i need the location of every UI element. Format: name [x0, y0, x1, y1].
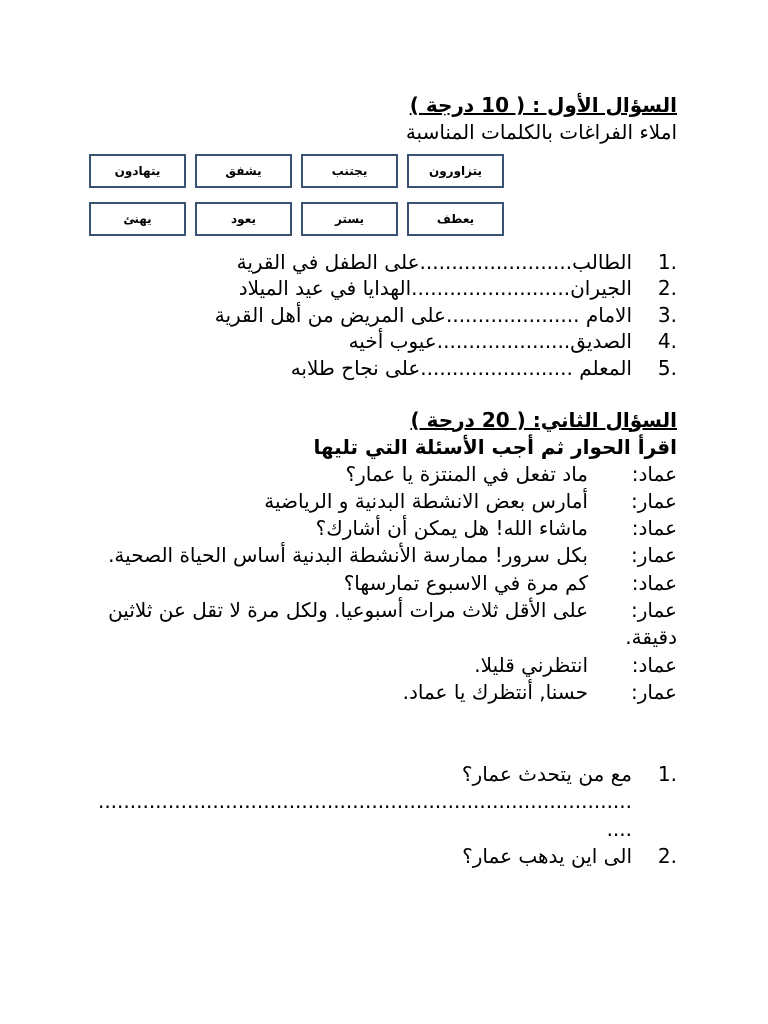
dialogue-speaker: عماد:	[631, 516, 677, 541]
word-bank-box: يعود	[195, 202, 292, 236]
question-body	[90, 843, 632, 870]
dialogue-line	[90, 679, 677, 706]
fill-in-blank-item	[90, 249, 677, 276]
question-2-title: السؤال الثاني: ( 20 درجة )	[410, 407, 677, 432]
question-2-instruction: اقرأ الحوار ثم أجب الأسئلة التي تليها	[313, 434, 677, 459]
item-sentence: الجيران.........................الهدايا في عيد الميلاد	[238, 276, 632, 300]
fill-in-blank-item	[90, 355, 677, 382]
answer-dotted-line: ........................................................................................	[97, 789, 632, 841]
worksheet-content	[90, 92, 677, 870]
question-text: مع من يتحدث عمار؟	[461, 762, 632, 787]
item-number: 1.	[657, 249, 677, 274]
dialogue-text: حسنا, أنتظرك يا عماد.	[402, 679, 588, 704]
dialogue-text: ماشاء الله! هل يمكن أن أشارك؟	[315, 516, 588, 541]
word-bank-box: يعطف	[407, 202, 504, 236]
item-sentence: الصديق.....................عيوب أخيه	[348, 329, 632, 353]
fill-in-blank-item	[90, 328, 677, 355]
word-bank-box: يستر	[301, 202, 398, 236]
fill-in-blank-list	[90, 249, 677, 382]
dialogue-line	[90, 652, 677, 679]
dialogue-text: أمارس بعض الانشطة البدنية و الرياضية	[264, 488, 588, 513]
dialogue-speaker: عمار:	[631, 597, 677, 622]
dialogue-text: بكل سرور! ممارسة الأنشطة البدنية أساس الحياة الصحية.	[108, 543, 588, 568]
dialogue	[90, 461, 677, 707]
question-1-instruction: املاء الفراغات بالكلمات المناسبة	[405, 120, 677, 144]
item-number: 2.	[657, 276, 677, 300]
question-number: 1.	[657, 762, 677, 787]
word-bank	[89, 154, 504, 236]
dialogue-speaker: عماد:	[631, 570, 677, 595]
dialogue-text: على الأقل ثلاث مرات أسبوعيا. ولكل مرة لا تقل عن ثلاثين دقيقة.	[108, 597, 677, 650]
question-body	[90, 761, 632, 843]
question-number: 2.	[657, 844, 677, 869]
item-number: 5.	[657, 355, 677, 380]
question-1-section	[90, 92, 677, 381]
dialogue-line	[90, 488, 677, 515]
item-sentence: الامام .....................على المريض من أهل القرية	[214, 302, 632, 327]
dialogue-speaker: عماد:	[631, 461, 677, 486]
word-bank-box: يجتنب	[301, 154, 398, 188]
question-1-title: السؤال الأول : ( 10 درجة )	[409, 93, 677, 117]
comprehension-questions	[90, 761, 677, 870]
dialogue-speaker: عماد:	[631, 652, 677, 677]
question-text: الى اين يدهب عمار؟	[462, 844, 632, 869]
dialogue-text: انتظرني قليلا.	[474, 652, 588, 677]
dialogue-speaker: عمار:	[631, 488, 677, 513]
item-number: 3.	[657, 302, 677, 327]
dialogue-speaker: عمار:	[631, 679, 677, 704]
item-sentence: المعلم ........................على نجاح طلابه	[290, 355, 632, 380]
comprehension-question	[90, 761, 677, 843]
dialogue-speaker: عمار:	[631, 543, 677, 568]
question-2-section	[90, 407, 677, 871]
fill-in-blank-item	[90, 275, 677, 302]
dialogue-line	[90, 597, 677, 652]
dialogue-line	[90, 515, 677, 542]
word-bank-box: يشفق	[195, 154, 292, 188]
dialogue-text: كم مرة في الاسبوع تمارسها؟	[343, 570, 588, 595]
dialogue-text: ماد تفعل في المنتزة يا عمار؟	[345, 461, 588, 486]
item-number: 4.	[657, 329, 677, 353]
dialogue-line	[90, 542, 677, 569]
comprehension-question	[90, 843, 677, 870]
word-bank-box: يتزاورون	[407, 154, 504, 188]
fill-in-blank-item	[90, 302, 677, 329]
dialogue-line	[90, 570, 677, 597]
word-bank-box: يهنئ	[89, 202, 186, 236]
word-bank-box: يتهادون	[89, 154, 186, 188]
dialogue-line	[90, 461, 677, 488]
item-sentence: الطالب........................على الطفل في القرية	[236, 249, 632, 274]
